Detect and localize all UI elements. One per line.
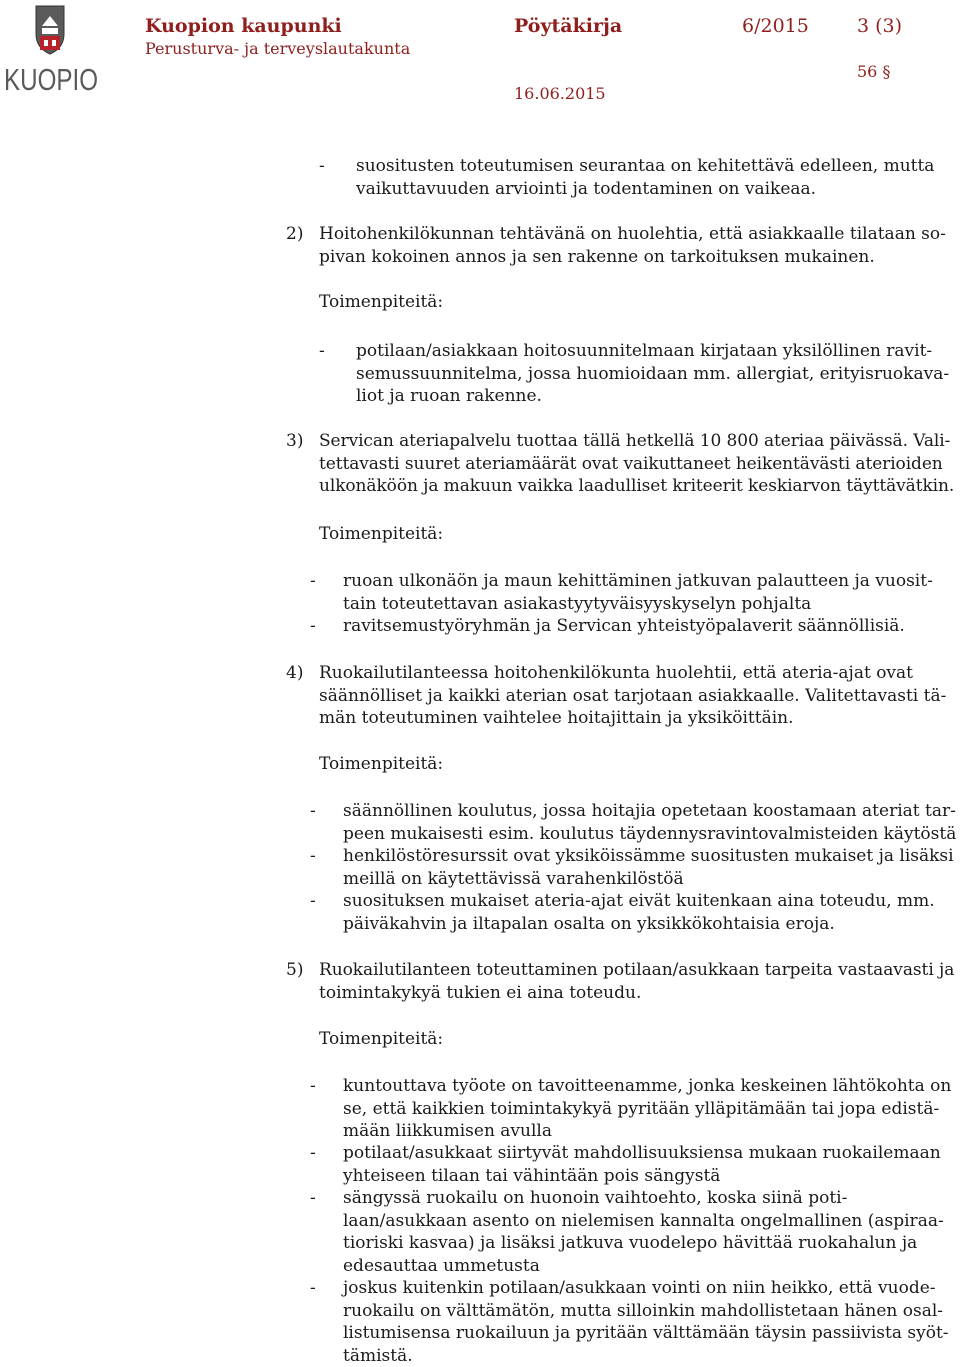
item-5-action-3-text xyxy=(343,1187,944,1277)
item-5-action-4-dash: - xyxy=(310,1277,316,1300)
text-line: vaikuttavuuden arviointi ja todentaminen on vaikeaa. xyxy=(356,178,934,201)
text-line: päiväkahvin ja iltapalan osalta on yksikkökohtaisia eroja. xyxy=(343,913,935,936)
text-line: Hoitohenkilökunnan tehtävänä on huolehtia, että asiakkaalle tilataan so- xyxy=(319,223,946,246)
item-3-action-2-text xyxy=(343,615,905,638)
item-4-text xyxy=(319,662,946,730)
item-4-action-3-text xyxy=(343,890,935,935)
item-5-text xyxy=(319,959,954,1004)
item-5-action-4-text xyxy=(343,1277,949,1367)
item-4-action-1-text xyxy=(343,800,956,845)
item-4-action-2-text xyxy=(343,845,954,890)
item-4-action-3-dash: - xyxy=(310,890,316,913)
text-line: suosituksen mukaiset ateria-ajat eivät kuitenkaan aina toteudu, mm. xyxy=(343,890,935,913)
text-line: semussuunnitelma, jossa huomioidaan mm. allergiat, erityisruokava- xyxy=(356,363,949,386)
item-2-action-1-text xyxy=(356,340,949,408)
text-line: potilaat/asukkaat siirtyvät mahdollisuuksiensa mukaan ruokailemaan xyxy=(343,1142,941,1165)
item-4-action-2-dash: - xyxy=(310,845,316,868)
text-line: Ruokailutilanteen toteuttaminen potilaan/asukkaan tarpeita vastaavasti ja xyxy=(319,959,954,982)
item-3-text xyxy=(319,430,954,498)
item-5-number: 5) xyxy=(286,959,303,982)
intro-dash: - xyxy=(319,155,325,178)
text-line: tioriski kasvaa) ja lisäksi jatkuva vuodelepo hävittää ruokahalun ja xyxy=(343,1232,944,1255)
text-line: listumisensa ruokailuun ja pyritään välttämään täysin passiivista syöt- xyxy=(343,1322,949,1345)
item-3-actions-label: Toimenpiteitä: xyxy=(319,523,443,546)
item-5-actions-label: Toimenpiteitä: xyxy=(319,1028,443,1051)
text-line: säännöllinen koulutus, jossa hoitajia opetetaan koostamaan ateriat tar- xyxy=(343,800,956,823)
item-5-action-2-text xyxy=(343,1142,941,1187)
text-line: suositusten toteutumisen seurantaa on kehitettävä edelleen, mutta xyxy=(356,155,934,178)
org-name: Kuopion kaupunki xyxy=(145,14,342,38)
meeting-date: 16.06.2015 xyxy=(514,82,606,106)
text-line: kuntouttava työote on tavoitteenamme, jonka keskeinen lähtökohta on xyxy=(343,1075,951,1098)
item-4-actions-label: Toimenpiteitä: xyxy=(319,753,443,776)
text-line: ravitsemustyöryhmän ja Servican yhteistyöpalaverit säännöllisiä. xyxy=(343,615,905,638)
item-5-action-1-text xyxy=(343,1075,951,1143)
text-line: laan/asukkaan asento on nielemisen kannalta ongelmallinen (aspiraa- xyxy=(343,1210,944,1233)
item-2-text xyxy=(319,223,946,268)
kuopio-logo xyxy=(4,4,100,98)
item-4-action-1-dash: - xyxy=(310,800,316,823)
text-line: potilaan/asiakkaan hoitosuunnitelmaan kirjataan yksilöllinen ravit- xyxy=(356,340,949,363)
section-number: 56 § xyxy=(857,60,890,84)
item-3-action-1-dash: - xyxy=(310,570,316,593)
item-2-action-1-dash: - xyxy=(319,340,325,363)
text-line: säännölliset ja kaikki aterian osat tarjotaan asiakkaalle. Valitettavasti tä- xyxy=(319,685,946,708)
text-line: yhteiseen tilaan tai vähintään pois sängystä xyxy=(343,1165,941,1188)
logo-text: KUOPIO xyxy=(4,62,98,97)
item-5-action-2-dash: - xyxy=(310,1142,316,1165)
text-line: tettavasti suuret ateriamäärät ovat vaikuttaneet heikentävästi aterioiden xyxy=(319,453,954,476)
text-line: henkilöstöresurssit ovat yksiköissämme suositusten mukaiset ja lisäksi xyxy=(343,845,954,868)
text-line: ulkonäköön ja makuun vaikka laadulliset kriteerit keskiarvon täyttävätkin. xyxy=(319,475,954,498)
text-line: sängyssä ruokailu on huonoin vaihtoehto, koska siinä poti- xyxy=(343,1187,944,1210)
item-2-number: 2) xyxy=(286,223,303,246)
page-number: 3 (3) xyxy=(857,14,902,38)
committee-name: Perusturva- ja terveyslautakunta xyxy=(145,37,410,61)
text-line: joskus kuitenkin potilaan/asukkaan vointi on niin heikko, että vuode- xyxy=(343,1277,949,1300)
item-4-number: 4) xyxy=(286,662,303,685)
item-2-actions-label: Toimenpiteitä: xyxy=(319,291,443,314)
item-5-action-1-dash: - xyxy=(310,1075,316,1098)
item-3-number: 3) xyxy=(286,430,303,453)
text-line: peen mukaisesti esim. koulutus täydennysravintovalmisteiden käytöstä xyxy=(343,823,956,846)
text-line: toimintakykyä tukien ei aina toteudu. xyxy=(319,982,954,1005)
text-line: tämistä. xyxy=(343,1345,949,1367)
text-line: män toteutuminen vaihtelee hoitajittain ja yksiköittäin. xyxy=(319,707,946,730)
text-line: tain toteutettavan asiakastyytyväisyyskyselyn pohjalta xyxy=(343,593,933,616)
text-line: mään liikkumisen avulla xyxy=(343,1120,951,1143)
text-line: ruoan ulkonäön ja maun kehittäminen jatkuvan palautteen ja vuosit- xyxy=(343,570,933,593)
kuopio-coat-of-arms-icon xyxy=(4,4,100,98)
text-line: pivan kokoinen annos ja sen rakenne on tarkoituksen mukainen. xyxy=(319,246,946,269)
intro-text xyxy=(356,155,934,200)
text-line: se, että kaikkien toimintakykyä pyritään ylläpitämään tai jopa edistä- xyxy=(343,1098,951,1121)
text-line: meillä on käytettävissä varahenkilöstöä xyxy=(343,868,954,891)
text-line: Servican ateriapalvelu tuottaa tällä hetkellä 10 800 ateriaa päivässä. Vali- xyxy=(319,430,954,453)
text-line: liot ja ruoan rakenne. xyxy=(356,385,949,408)
text-line: ruokailu on välttämätön, mutta silloinkin mahdollistetaan hänen osal- xyxy=(343,1300,949,1323)
item-3-action-1-text xyxy=(343,570,933,615)
item-3-action-2-dash: - xyxy=(310,615,316,638)
text-line: edesauttaa ummetusta xyxy=(343,1255,944,1278)
text-line: Ruokailutilanteessa hoitohenkilökunta huolehtii, että ateria-ajat ovat xyxy=(319,662,946,685)
item-5-action-3-dash: - xyxy=(310,1187,316,1210)
document-type: Pöytäkirja xyxy=(514,14,622,38)
document-number: 6/2015 xyxy=(742,14,809,38)
